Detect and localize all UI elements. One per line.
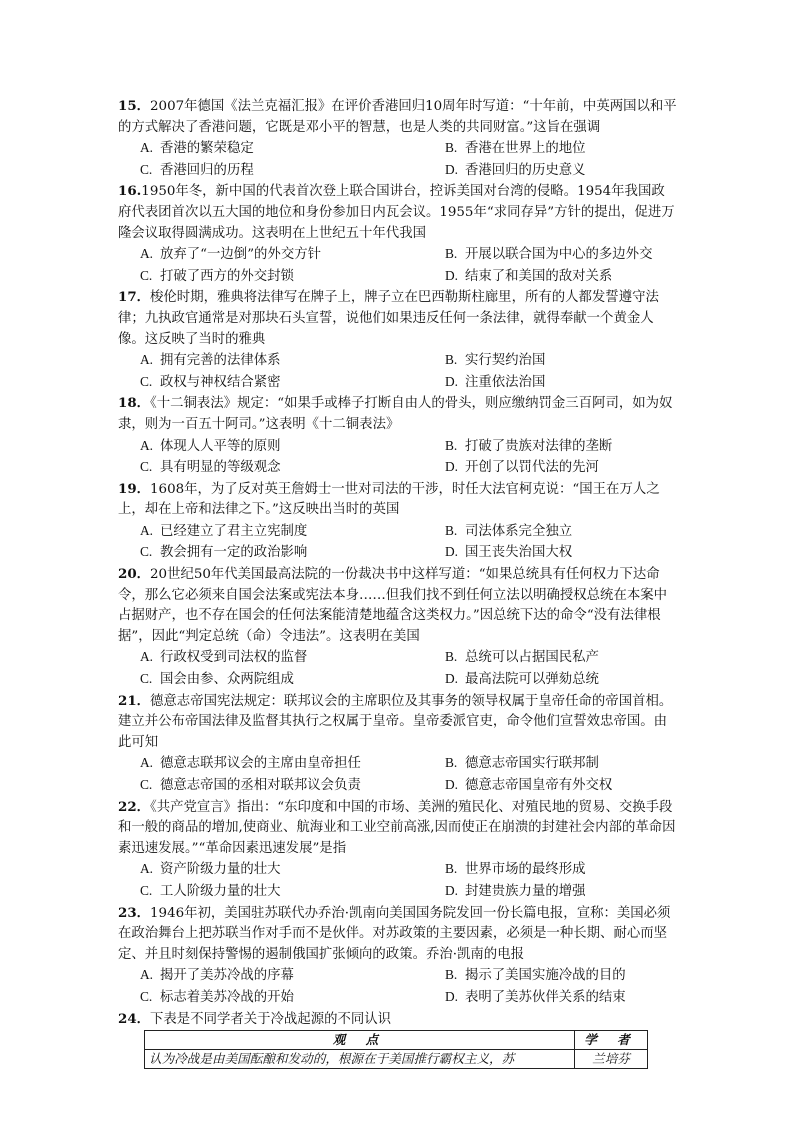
option-text: 香港在世界上的地位: [465, 141, 586, 157]
table-header-row: [145, 1031, 648, 1050]
option-letter: C.: [140, 882, 153, 898]
option-c: [118, 372, 423, 394]
option-text: 揭示了美国实施冷战的目的: [465, 968, 626, 984]
option-c: [118, 160, 423, 182]
option-text: 揭开了美苏冷战的序幕: [160, 968, 294, 984]
option-text: 实行契约治国: [465, 353, 546, 369]
options: [118, 436, 678, 479]
option-letter: A.: [140, 140, 154, 156]
question-stem: [118, 903, 678, 966]
option-a: [118, 965, 423, 987]
table-row: [145, 1050, 648, 1069]
table-header-cell: 学 者: [575, 1031, 648, 1050]
option-d: [423, 881, 678, 903]
question-stem: [118, 96, 678, 138]
question-18: [118, 393, 678, 478]
option-d: [423, 160, 678, 182]
option-letter: A.: [140, 522, 154, 538]
exam-page: [118, 96, 678, 1069]
option-text: 拥有完善的法律体系: [160, 353, 281, 369]
question-number: 20．: [118, 566, 151, 583]
question-stem: [118, 797, 678, 860]
option-letter: D.: [445, 267, 459, 283]
viewpoints-table: [144, 1030, 648, 1069]
option-letter: D.: [445, 161, 459, 177]
question-number: 15．: [118, 98, 151, 114]
question-text: 《十二铜表法》规定：“如果手或棒子打断自由人的骨头，则应缴纳罚金三百阿司，如为奴隶，则为一百五十阿司。”这表明《十二铜表法》: [118, 396, 673, 432]
option-letter: B.: [445, 649, 458, 665]
option-letter: B.: [445, 755, 458, 771]
option-d: [423, 987, 678, 1009]
option-letter: B.: [445, 861, 458, 877]
option-c: [118, 775, 423, 797]
option-text: 总统可以占据国民私产: [465, 650, 599, 666]
question-stem: [118, 564, 678, 647]
option-d: [423, 669, 678, 691]
option-text: 体现人人平等的原则: [160, 438, 281, 454]
option-text: 打破了西方的外交封锁: [160, 268, 294, 284]
option-letter: A.: [140, 967, 154, 983]
option-letter: C.: [140, 459, 153, 475]
question-text: 20世纪50年代美国最高法院的一份裁决书中这样写道：“如果总统具有任何权力下达命令，那么它必须来自国会法案或宪法本身……但我们找不到任何立法以明确授权总统在本案中占据财产，也不存在国会的任何法案能清楚地蕴含这类权力。”因总统下达的命令“没有法律根据”，因此“判定总统（命）令违法”。这表明在美国: [118, 567, 668, 644]
option-text: 表明了美苏伙伴关系的结束: [465, 989, 626, 1005]
option-letter: B.: [445, 522, 458, 538]
question-stem: [118, 393, 678, 435]
question-19: [118, 479, 678, 564]
question-16: [118, 181, 678, 287]
option-text: 司法体系完全独立: [465, 523, 573, 539]
option-text: 打破了贵族对法律的垄断: [465, 438, 613, 454]
option-text: 注重依法治国: [465, 374, 546, 390]
option-letter: B.: [445, 437, 458, 453]
option-letter: C.: [140, 161, 153, 177]
option-text: 香港回归的历史意义: [465, 162, 586, 178]
question-text: 梭伦时期，雅典将法律写在牌子上，牌子立在巴西勒斯柱廊里，所有的人都发誓遵守法律；九执政官通常是对那块石头宣誓，说他们如果违反任何一条法律，就得奉献一个黄金人像。这反映了当时的雅典: [118, 290, 659, 347]
option-letter: C.: [140, 267, 153, 283]
option-c: [118, 669, 423, 691]
option-text: 教会拥有一定的政治影响: [160, 545, 308, 561]
option-text: 香港的繁荣稳定: [160, 141, 254, 157]
option-a: [118, 647, 423, 669]
option-letter: C.: [140, 988, 153, 1004]
options: [118, 244, 678, 287]
question-number: 24．: [118, 1010, 151, 1027]
options: [118, 965, 678, 1008]
option-letter: D.: [445, 544, 459, 560]
option-a: [118, 138, 423, 160]
option-d: [423, 542, 678, 564]
option-b: [423, 244, 678, 266]
option-a: [118, 350, 423, 372]
option-text: 世界市场的最终形成: [465, 862, 586, 878]
question-stem: [118, 287, 678, 350]
question-17: [118, 287, 678, 393]
option-text: 最高法院可以弹劾总统: [465, 672, 599, 688]
table-header-cell: 观 点: [145, 1031, 575, 1050]
question-stem: [118, 181, 678, 244]
question-22: [118, 797, 678, 903]
option-letter: C.: [140, 671, 153, 687]
option-letter: A.: [140, 861, 154, 877]
question-number: 17．: [118, 289, 151, 306]
option-text: 结束了和美国的敌对关系: [465, 268, 613, 284]
option-letter: C.: [140, 777, 153, 792]
question-21: [118, 691, 678, 797]
option-a: [118, 521, 423, 543]
option-c: [118, 542, 423, 564]
option-d: [423, 372, 678, 394]
option-b: [423, 350, 678, 372]
option-text: 标志着美苏冷战的开始: [160, 989, 294, 1005]
option-text: 香港回归的历程: [160, 162, 254, 178]
option-text: 具有明显的等级观念: [160, 460, 281, 476]
option-d: [423, 266, 678, 288]
option-letter: D.: [445, 777, 459, 792]
question-stem: [118, 691, 678, 754]
question-23: [118, 903, 678, 1009]
option-c: [118, 881, 423, 903]
option-text: 封建贵族力量的增强: [465, 883, 586, 899]
option-letter: A.: [140, 352, 154, 368]
option-text: 放弃了“一边倒”的外交方针: [160, 247, 321, 263]
option-text: 国王丧失治国大权: [465, 545, 573, 561]
option-letter: A.: [140, 649, 154, 665]
option-c: [118, 987, 423, 1009]
question-text: 《共产党宣言》指出：“东印度和中国的市场、美洲的殖民化、对殖民地的贸易、交换手段和一般的商品的增加,使商业、航海业和工业空前高涨,因而使正在崩溃的封建社会内部的革命因素迅速发展。”“革命因素迅速发展”是指: [118, 799, 676, 856]
option-text: 国会由参、众两院组成: [160, 672, 294, 688]
option-b: [423, 521, 678, 543]
question-15: [118, 96, 678, 181]
option-text: 德意志联邦议会的主席由皇帝担任: [160, 756, 361, 772]
option-letter: D.: [445, 459, 459, 475]
question-number: 16.: [118, 183, 142, 200]
table-cell: 兰培芬: [575, 1050, 648, 1069]
option-letter: B.: [445, 967, 458, 983]
option-letter: D.: [445, 671, 459, 687]
option-a: [118, 244, 423, 266]
option-letter: B.: [445, 352, 458, 368]
option-text: 开展以联合国为中心的多边外交: [465, 247, 653, 263]
option-letter: C.: [140, 373, 153, 389]
option-letter: B.: [445, 246, 458, 262]
options: [118, 753, 678, 796]
option-text: 政权与神权结合紧密: [160, 374, 281, 390]
option-b: [423, 647, 678, 669]
option-letter: A.: [140, 246, 154, 262]
option-text: 德意志帝国实行联邦制: [465, 756, 599, 772]
option-letter: B.: [445, 140, 458, 156]
option-d: [423, 457, 678, 479]
question-text: 1950年冬，新中国的代表首次登上联合国讲台，控诉美国对台湾的侵略。1954年我国政府代表团首次以五大国的地位和身份参加日内瓦会议。1955年“求同存异”方针的提出，促进万隆会议取得圆满成功。这表明在上世纪五十年代我国: [118, 184, 675, 241]
question-text: 德意志帝国宪法规定：联邦议会的主席职位及其事务的领导权属于皇帝任命的帝国首相。建立并公布帝国法律及监督其执行之权属于皇帝。皇帝委派官吏，命令他们宣誓效忠帝国。由此可知: [118, 693, 673, 750]
option-text: 德意志帝国皇帝有外交权: [465, 778, 613, 793]
question-number: 23．: [118, 904, 151, 921]
option-letter: A.: [140, 437, 154, 453]
options: [118, 138, 678, 181]
option-b: [423, 965, 678, 987]
option-letter: D.: [445, 373, 459, 389]
question-text: 1608年，为了反对英王詹姆士一世对司法的干涉，时任大法官柯克说：“国王在万人之上，却在上帝和法律之下。”这反映出当时的英国: [118, 481, 660, 518]
option-a: [118, 436, 423, 458]
question-number: 18．: [118, 395, 151, 412]
option-text: 资产阶级力量的壮大: [160, 862, 281, 878]
question-text: 1946年初，美国驻苏联代办乔治·凯南向美国国务院发回一份长篇电报，宣称：美国必须在政治舞台上把苏联当作对手而不是伙伴。对苏政策的主要因素，必须是一种长期、耐心而坚定、并且时刻保持警惕的遏制俄国扩张倾向的政策。乔治·凯南的电报: [118, 905, 671, 962]
option-d: [423, 775, 678, 797]
table-cell: 认为冷战是由美国酝酿和发动的，根源在于美国推行霸权主义，苏: [145, 1050, 575, 1069]
option-text: 开创了以罚代法的先河: [465, 460, 599, 476]
option-letter: A.: [140, 755, 154, 771]
option-letter: D.: [445, 988, 459, 1004]
question-text: 下表是不同学者关于冷战起源的不同认识: [150, 1011, 392, 1027]
option-b: [423, 859, 678, 881]
option-c: [118, 266, 423, 288]
option-letter: C.: [140, 544, 153, 560]
option-b: [423, 436, 678, 458]
question-number: 21．: [118, 692, 151, 709]
option-a: [118, 859, 423, 881]
option-text: 已经建立了君主立宪制度: [160, 523, 308, 539]
question-stem: [118, 479, 678, 521]
options: [118, 521, 678, 564]
question-24: [118, 1009, 678, 1031]
question-text: 2007年德国《法兰克福汇报》在评价香港回归10周年时写道：“十年前，中英两国以和平的方式解决了香港问题，它既是邓小平的智慧，也是人类的共同财富。”这旨在强调: [118, 99, 677, 135]
option-b: [423, 753, 678, 775]
question-number: 19．: [118, 480, 151, 497]
option-b: [423, 138, 678, 160]
option-a: [118, 753, 423, 775]
options: [118, 647, 678, 690]
options: [118, 859, 678, 902]
option-text: 行政权受到司法权的监督: [160, 650, 308, 666]
question-stem: [118, 1009, 678, 1031]
options: [118, 350, 678, 393]
option-c: [118, 457, 423, 479]
question-20: [118, 564, 678, 691]
question-number: 22．: [118, 798, 151, 815]
option-letter: D.: [445, 882, 459, 898]
option-text: 德意志帝国的丞相对联邦议会负责: [160, 778, 361, 793]
option-text: 工人阶级力量的壮大: [160, 883, 281, 899]
